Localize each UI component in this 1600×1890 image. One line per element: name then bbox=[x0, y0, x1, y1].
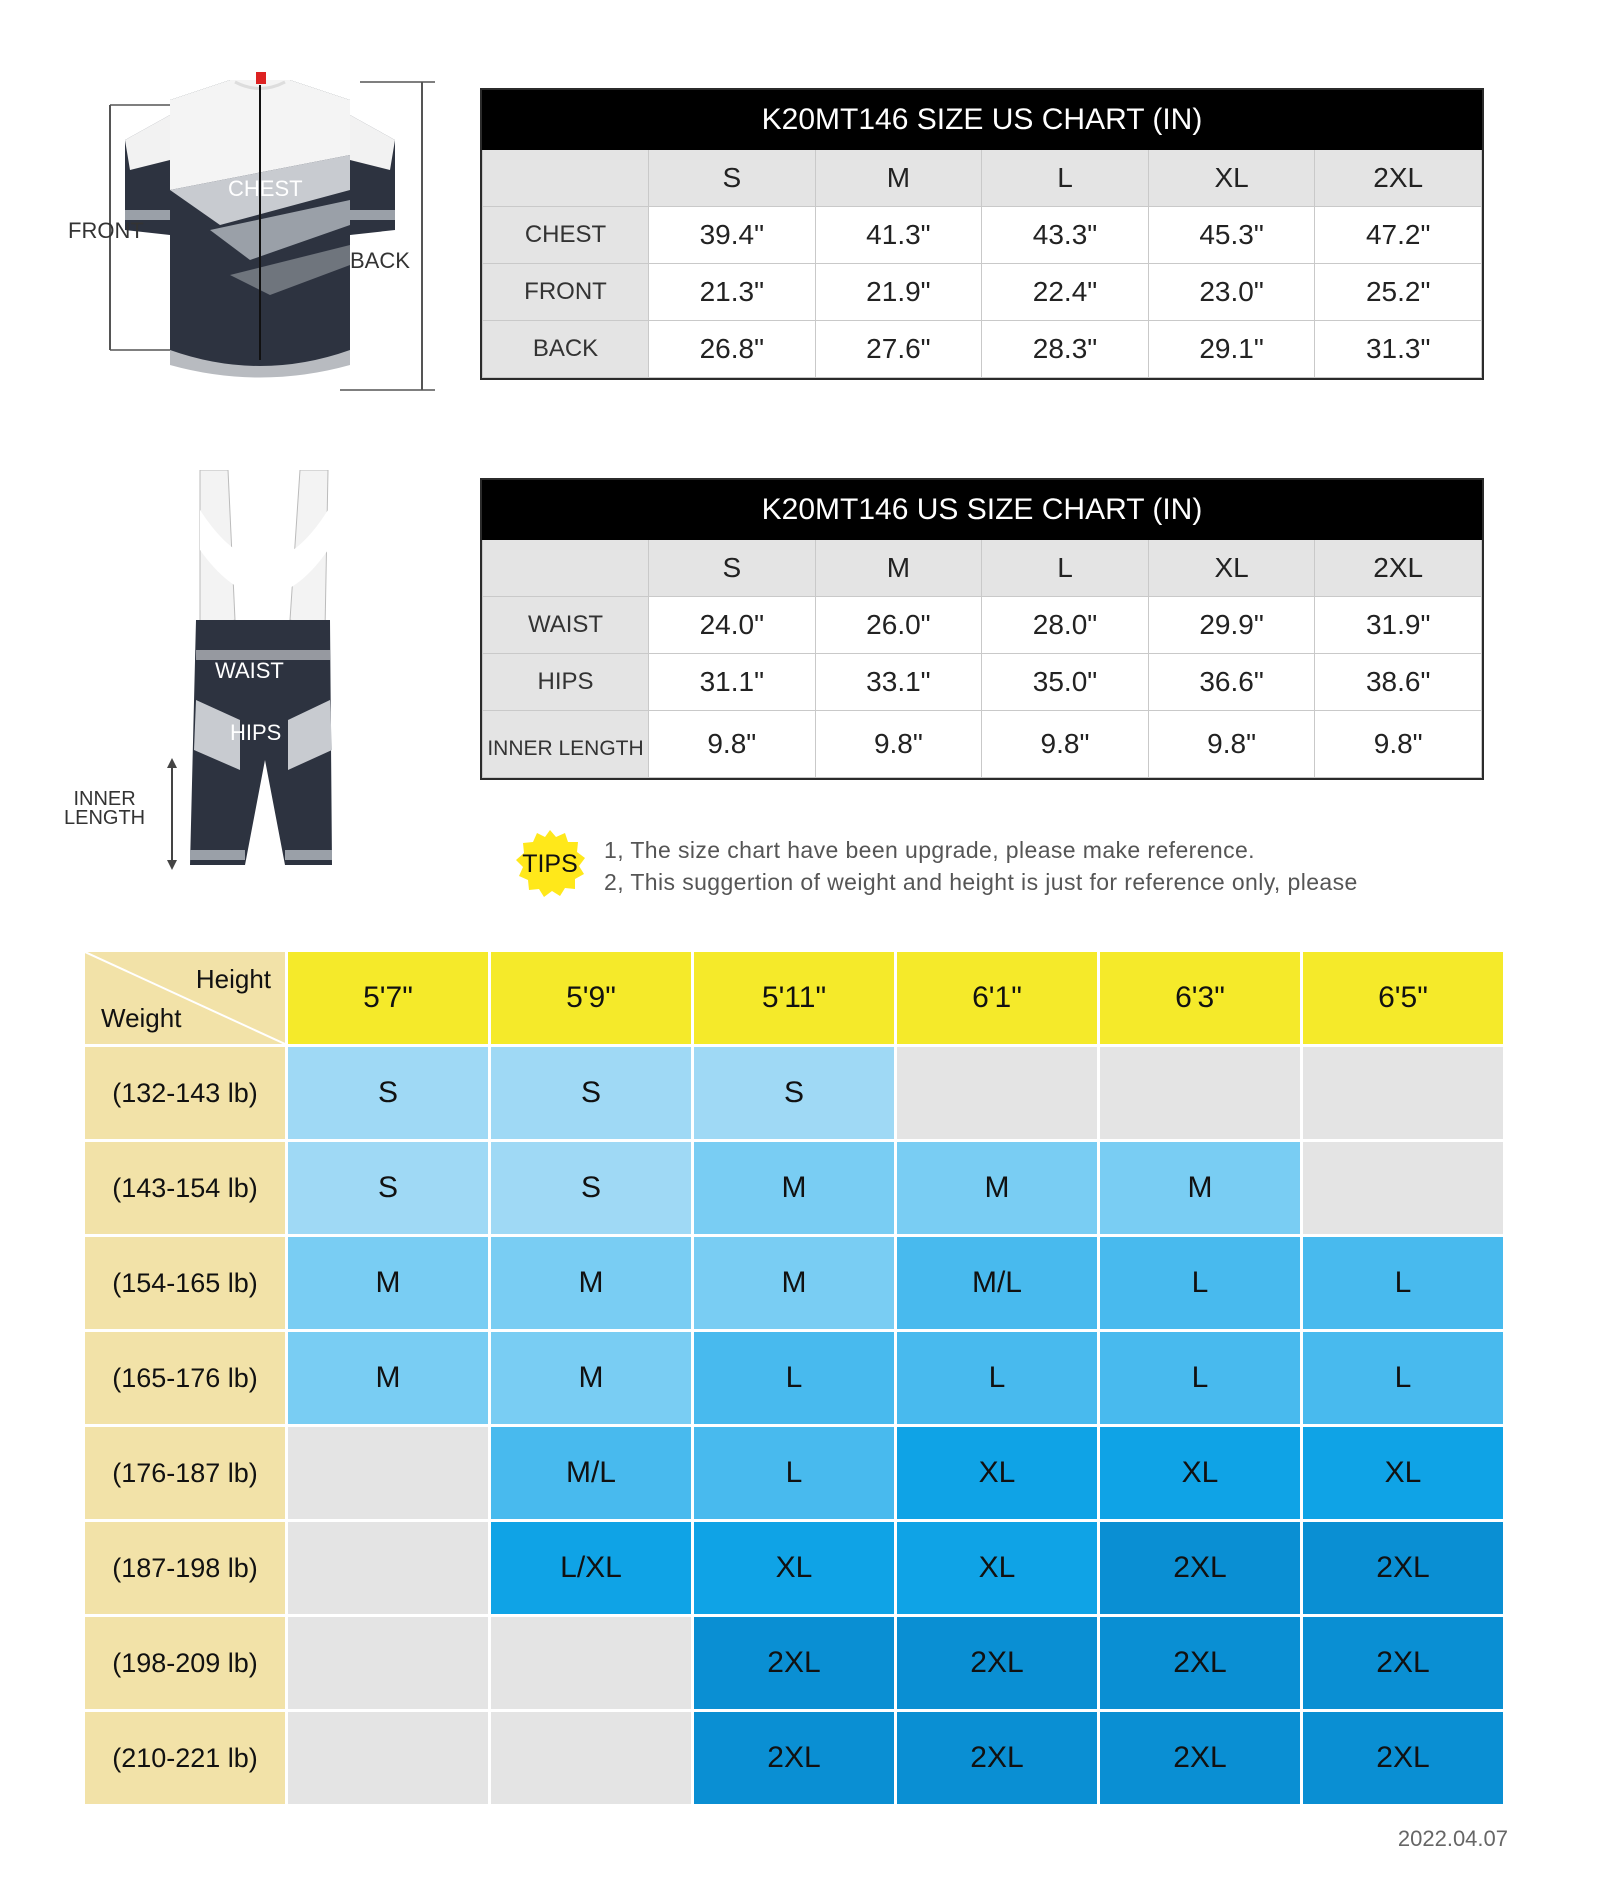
size-recommendation-cell: M bbox=[1100, 1142, 1300, 1234]
row-label: BACK bbox=[483, 321, 649, 378]
table-cell: 26.0" bbox=[815, 597, 982, 654]
size-recommendation-cell: 2XL bbox=[1100, 1712, 1300, 1804]
height-weight-size-grid bbox=[82, 949, 1506, 1807]
size-recommendation-cell: L bbox=[1100, 1237, 1300, 1329]
grid-row bbox=[85, 1237, 1503, 1329]
size-recommendation-cell: XL bbox=[1303, 1427, 1503, 1519]
size-recommendation-cell: M/L bbox=[897, 1237, 1097, 1329]
size-recommendation-cell: L bbox=[897, 1332, 1097, 1424]
size-recommendation-cell: 2XL bbox=[694, 1712, 894, 1804]
row-label: HIPS bbox=[483, 654, 649, 711]
table-cell: 38.6" bbox=[1315, 654, 1482, 711]
size-recommendation-cell bbox=[897, 1047, 1097, 1139]
table-cell: 31.1" bbox=[649, 654, 816, 711]
row-label: FRONT bbox=[483, 264, 649, 321]
size-recommendation-cell: L bbox=[694, 1427, 894, 1519]
grid-row bbox=[85, 1712, 1503, 1804]
size-header: S bbox=[649, 150, 816, 207]
table-cell: 31.3" bbox=[1315, 321, 1482, 378]
table-cell: 9.8" bbox=[1148, 711, 1315, 778]
table-cell: 21.9" bbox=[815, 264, 982, 321]
table-cell: 29.9" bbox=[1148, 597, 1315, 654]
size-recommendation-cell: 2XL bbox=[1100, 1522, 1300, 1614]
height-header: 5'11" bbox=[694, 952, 894, 1044]
size-recommendation-cell bbox=[491, 1712, 691, 1804]
size-header: XL bbox=[1148, 150, 1315, 207]
size-recommendation-cell: S bbox=[694, 1047, 894, 1139]
date-stamp: 2022.04.07 bbox=[1397, 1826, 1508, 1851]
size-recommendation-cell bbox=[491, 1617, 691, 1709]
bib-size-table bbox=[482, 480, 1482, 778]
bib-waist-label: WAIST bbox=[215, 658, 284, 683]
table-cell: 24.0" bbox=[649, 597, 816, 654]
table-cell: 41.3" bbox=[815, 207, 982, 264]
table-row bbox=[483, 597, 1482, 654]
size-recommendation-cell: M bbox=[491, 1332, 691, 1424]
size-recommendation-cell: 2XL bbox=[1303, 1522, 1503, 1614]
height-header: 6'3" bbox=[1100, 952, 1300, 1044]
size-recommendation-cell: M bbox=[694, 1237, 894, 1329]
height-header: 5'7" bbox=[288, 952, 488, 1044]
table-cell: 21.3" bbox=[649, 264, 816, 321]
grid-row bbox=[85, 1332, 1503, 1424]
grid-row bbox=[85, 1047, 1503, 1139]
tip-line-1: 1, The size chart have been upgrade, please make reference. bbox=[604, 837, 1255, 863]
table-cell: 26.8" bbox=[649, 321, 816, 378]
size-recommendation-cell: L/XL bbox=[491, 1522, 691, 1614]
size-recommendation-cell: S bbox=[491, 1142, 691, 1234]
size-header: L bbox=[982, 150, 1149, 207]
corner-weight-label: Weight bbox=[101, 1003, 182, 1033]
table-row bbox=[483, 207, 1482, 264]
table-cell: 23.0" bbox=[1148, 264, 1315, 321]
row-label: WAIST bbox=[483, 597, 649, 654]
table-cell: 9.8" bbox=[1315, 711, 1482, 778]
row-label: CHEST bbox=[483, 207, 649, 264]
grid-row bbox=[85, 1427, 1503, 1519]
size-header: XL bbox=[1148, 540, 1315, 597]
size-recommendation-cell: XL bbox=[897, 1427, 1097, 1519]
size-recommendation-cell bbox=[288, 1427, 488, 1519]
table-cell: 9.8" bbox=[982, 711, 1149, 778]
size-recommendation-cell bbox=[288, 1617, 488, 1709]
size-recommendation-cell: L bbox=[694, 1332, 894, 1424]
weight-label: (210-221 lb) bbox=[85, 1712, 285, 1804]
jersey-size-table bbox=[482, 90, 1482, 378]
bib-inner-length-label bbox=[64, 790, 145, 828]
height-header: 6'5" bbox=[1303, 952, 1503, 1044]
height-header: 5'9" bbox=[491, 952, 691, 1044]
weight-label: (187-198 lb) bbox=[85, 1522, 285, 1614]
table-cell: 43.3" bbox=[982, 207, 1149, 264]
table-cell: 25.2" bbox=[1315, 264, 1482, 321]
grid-row bbox=[85, 1617, 1503, 1709]
corner-height-label: Height bbox=[195, 964, 271, 994]
table-cell: 35.0" bbox=[982, 654, 1149, 711]
size-recommendation-cell: 2XL bbox=[897, 1617, 1097, 1709]
table-cell: 36.6" bbox=[1148, 654, 1315, 711]
size-recommendation-cell: L bbox=[1100, 1332, 1300, 1424]
tips-badge-icon bbox=[515, 828, 585, 898]
size-recommendation-cell: M bbox=[288, 1332, 488, 1424]
jersey-table-title: K20MT146 SIZE US CHART (IN) bbox=[483, 91, 1482, 150]
size-recommendation-cell: 2XL bbox=[1303, 1712, 1503, 1804]
size-header: 2XL bbox=[1315, 150, 1482, 207]
size-header: M bbox=[815, 150, 982, 207]
weight-label: (154-165 lb) bbox=[85, 1237, 285, 1329]
size-recommendation-cell: XL bbox=[694, 1522, 894, 1614]
height-header: 6'1" bbox=[897, 952, 1097, 1044]
size-recommendation-cell bbox=[1303, 1142, 1503, 1234]
size-recommendation-cell: S bbox=[491, 1047, 691, 1139]
table-row bbox=[483, 711, 1482, 778]
jersey-back-label: BACK bbox=[350, 248, 410, 273]
table-cell: 29.1" bbox=[1148, 321, 1315, 378]
size-header-row bbox=[483, 540, 1482, 597]
tips-badge-text: TIPS bbox=[522, 850, 578, 878]
size-recommendation-cell: 2XL bbox=[897, 1712, 1097, 1804]
size-header: M bbox=[815, 540, 982, 597]
size-recommendation-cell: M bbox=[897, 1142, 1097, 1234]
grid-row bbox=[85, 1522, 1503, 1614]
weight-label: (176-187 lb) bbox=[85, 1427, 285, 1519]
size-recommendation-cell: 2XL bbox=[1303, 1617, 1503, 1709]
table-cell: 39.4" bbox=[649, 207, 816, 264]
size-recommendation-cell: M bbox=[288, 1237, 488, 1329]
table-cell: 22.4" bbox=[982, 264, 1149, 321]
weight-label: (165-176 lb) bbox=[85, 1332, 285, 1424]
size-recommendation-cell bbox=[288, 1522, 488, 1614]
size-recommendation-cell bbox=[288, 1712, 488, 1804]
size-recommendation-cell: M bbox=[694, 1142, 894, 1234]
size-recommendation-cell: S bbox=[288, 1142, 488, 1234]
size-header-row bbox=[483, 150, 1482, 207]
size-recommendation-cell: XL bbox=[897, 1522, 1097, 1614]
size-recommendation-cell: 2XL bbox=[1100, 1617, 1300, 1709]
table-cell: 31.9" bbox=[1315, 597, 1482, 654]
grid-row bbox=[85, 1142, 1503, 1234]
table-cell: 28.0" bbox=[982, 597, 1149, 654]
tip-line-2: 2, This suggertion of weight and height is just for reference only, please bbox=[604, 869, 1358, 895]
empty-header-cell bbox=[483, 540, 649, 597]
inner-length-line1: INNER bbox=[73, 788, 136, 810]
size-recommendation-cell bbox=[1303, 1047, 1503, 1139]
size-header: S bbox=[649, 540, 816, 597]
weight-label: (198-209 lb) bbox=[85, 1617, 285, 1709]
table-cell: 45.3" bbox=[1148, 207, 1315, 264]
table-cell: 9.8" bbox=[649, 711, 816, 778]
table-row bbox=[483, 264, 1482, 321]
size-recommendation-cell: L bbox=[1303, 1237, 1503, 1329]
size-header: L bbox=[982, 540, 1149, 597]
table-cell: 27.6" bbox=[815, 321, 982, 378]
weight-label: (143-154 lb) bbox=[85, 1142, 285, 1234]
size-recommendation-cell: 2XL bbox=[694, 1617, 894, 1709]
size-recommendation-cell: S bbox=[288, 1047, 488, 1139]
size-recommendation-cell: L bbox=[1303, 1332, 1503, 1424]
size-recommendation-cell bbox=[1100, 1047, 1300, 1139]
jersey-front-label: FRONT bbox=[68, 218, 144, 243]
inner-length-line2: LENGTH bbox=[64, 807, 146, 829]
table-cell: 28.3" bbox=[982, 321, 1149, 378]
height-header-row bbox=[85, 952, 1503, 1044]
table-row bbox=[483, 321, 1482, 378]
bib-table-title: K20MT146 US SIZE CHART (IN) bbox=[483, 481, 1482, 540]
table-cell: 9.8" bbox=[815, 711, 982, 778]
table-row bbox=[483, 654, 1482, 711]
empty-header-cell bbox=[483, 150, 649, 207]
size-recommendation-cell: M/L bbox=[491, 1427, 691, 1519]
weight-label: (132-143 lb) bbox=[85, 1047, 285, 1139]
row-label: INNER LENGTH bbox=[483, 711, 649, 778]
size-recommendation-cell: M bbox=[491, 1237, 691, 1329]
table-cell: 47.2" bbox=[1315, 207, 1482, 264]
bib-hips-label: HIPS bbox=[230, 720, 282, 745]
jersey-chest-label: CHEST bbox=[228, 176, 303, 201]
grid-corner-cell bbox=[85, 952, 285, 1044]
size-header: 2XL bbox=[1315, 540, 1482, 597]
size-recommendation-cell: XL bbox=[1100, 1427, 1300, 1519]
table-cell: 33.1" bbox=[815, 654, 982, 711]
